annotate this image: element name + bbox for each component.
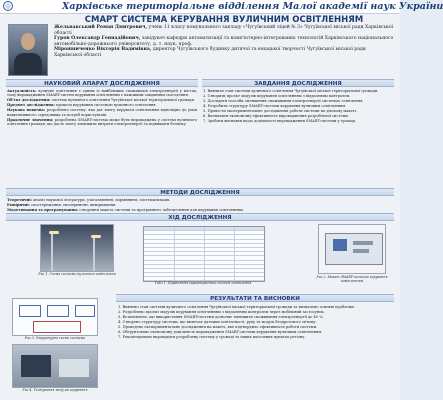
section-bar-tasks: ЗАВДАННЯ ДОСЛІДЖЕННЯ bbox=[202, 79, 394, 87]
author-photo bbox=[8, 24, 48, 76]
academy-logo-icon bbox=[3, 1, 13, 11]
authors-block bbox=[54, 25, 394, 59]
apparatus-item: Предмет дослідження: процеси керування системою вуличного освітлення. bbox=[7, 103, 157, 108]
apparatus-text bbox=[7, 89, 197, 184]
method-item: Емпіричні: спостереження, експеримент, вимірювання. bbox=[7, 203, 117, 207]
comparison-table bbox=[143, 226, 265, 282]
apparatus-item: Актуальність: вуличне освітлення є одним із найбільших споживачів електроенергії у містах, тому впровадження SMART-систем керування освітленням є важливим завданням сьогодення. bbox=[7, 89, 197, 98]
task-item: 4. Розробити структуру SMART-системи керування вуличним освітленням. bbox=[203, 104, 347, 108]
task-item: 2. Створити проект модулів керування освітленням з віддаленим контролем. bbox=[203, 94, 351, 98]
results-text bbox=[118, 305, 394, 395]
figure-street-photo bbox=[40, 224, 114, 272]
result-item: 5. Проведено експериментальне дослідження на макеті, яке підтвердило ефективність роботи системи. bbox=[118, 325, 318, 329]
result-item: 4. Створено структуру системи, що включає датчики освітленості, руху та модулі бездротового зв'язку. bbox=[118, 320, 317, 324]
section-bar-apparatus: НАУКОВИЙ АПАРАТ ДОСЛІДЖЕННЯ bbox=[6, 79, 198, 87]
figure-structure-diagram bbox=[12, 298, 98, 336]
apparatus-item: Об'єкт дослідження: система вуличного освітлення Чугуївської міської територіальної громади. bbox=[7, 98, 196, 103]
task-item: 5. Провести експериментальне дослідження роботи системи на діючому макеті. bbox=[203, 109, 358, 113]
methods-text bbox=[7, 198, 393, 212]
apparatus-item: Практичне значення: розроблена SMART-система може бути впроваджена у системі вуличного освітлення громади, що дасть змогу зменшити витрати електроенергії та підвищити безпеку. bbox=[7, 117, 197, 127]
figure-caption: Рис 2. Макет SMART-системи керування освітленням bbox=[316, 275, 388, 283]
method-item: Теоретичні: аналіз наукової літератури, узагальнення, порівняння, систематизація. bbox=[7, 198, 171, 202]
apparatus-item: Наукова новизна: розроблено систему, яка дає змогу керувати освітленням відповідно до умов навколишнього середовища та потреб користувачів. bbox=[7, 108, 197, 117]
result-item: 1. Вивчено стан системи вуличного освітлення Чугуївської міської територіальної громади та визначено основні проблеми. bbox=[118, 305, 355, 309]
task-item: 6. Визначити економічну ефективність впровадження розробленої системи. bbox=[203, 114, 349, 118]
figure-testing-photo bbox=[12, 344, 98, 388]
result-item: 7. Рекомендовано впровадити розроблену систему у громаді та інших населених пунктах регіону. bbox=[118, 335, 306, 339]
task-item: 7. Зробити висновки щодо доцільності впровадження SMART-системи у громаді. bbox=[203, 119, 357, 123]
result-item: 3. Встановлено, що використання SMART-системи дозволяє зменшити споживання електроенергії до 40 %. bbox=[118, 315, 324, 319]
figure-caption: Рис 4. Тестування модулів керування bbox=[22, 388, 88, 392]
result-item: 2. Розроблено проект модулів керування освітленням з віддаленим контролем через мобільний застосунок. bbox=[118, 310, 325, 314]
org-title: Харківське територіальне відділення Малої академії наук України bbox=[62, 1, 443, 12]
figure-caption: Рис 3. Структурна схема системи bbox=[24, 336, 86, 340]
task-item: 3. Дослідити способи зменшення споживання електроенергії системою освітлення. bbox=[203, 99, 364, 103]
tasks-text bbox=[203, 89, 393, 184]
figure-device-photo bbox=[318, 224, 386, 274]
author-line: Жельвакський Роман Дмитрович, учень 11 класу комунального закладу «Чугуївський ліцей № 3» Чугуївської міської ради Харківської області bbox=[54, 25, 394, 36]
method-item: Моделювання та програмування: створення макета системи та програмного забезпечення для керування освітленням. bbox=[7, 208, 244, 212]
task-item: 1. Вивчити стан системи вуличного освітлення Чугуївської міської територіальної громади. bbox=[203, 89, 379, 93]
author-line: Гуров Олександр Геннадійович, завідувач кафедри автоматизації та комп'ютерно-інтегрованих технологій Харківського національного автомобільно-дорожнього університету, д. т. наук, проф. bbox=[54, 36, 394, 47]
org-header bbox=[0, 0, 443, 14]
result-item: 6. Обґрунтовано економічну доцільність впровадження SMART-системи керування вуличним освітленням. bbox=[118, 330, 323, 334]
section-bar-results: РЕЗУЛЬТАТИ ТА ВИСНОВКИ bbox=[116, 294, 394, 302]
section-bar-progress: ХІД ДОСЛІДЖЕННЯ bbox=[6, 213, 394, 221]
section-bar-methods: МЕТОДИ ДОСЛІДЖЕННЯ bbox=[6, 188, 394, 196]
author-line: Мірошниченко Вікторія Вадимівна, директор Чугуївського будинку дитячої та юнацької творчості Чугуївської міської ради Харківської області bbox=[54, 47, 366, 58]
poster-title: СМАРТ СИСТЕМА КЕРУВАННЯ ВУЛИЧНИМ ОСВІТЛЕННЯМ bbox=[84, 15, 364, 25]
figure-caption: Рис 1. Схема системи вуличного освітлення bbox=[38, 272, 116, 276]
table-caption: Табл 1. Порівняння характеристик систем освітлення bbox=[154, 281, 252, 285]
